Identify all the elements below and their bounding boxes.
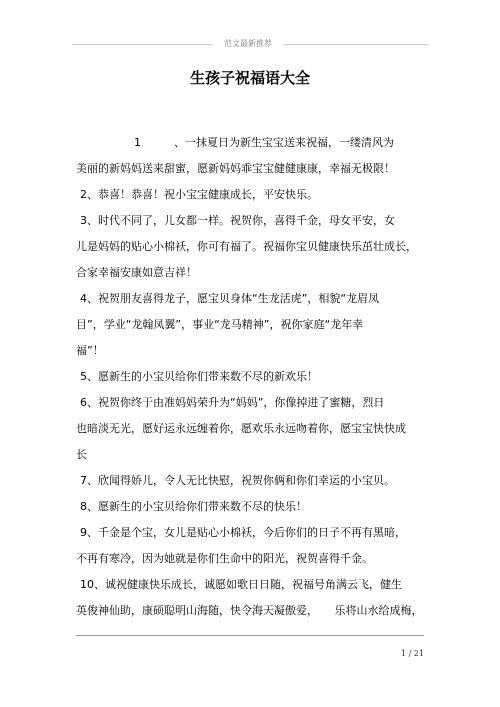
body-line: 4、祝贺朋友喜得龙子，愿宝贝身体“生龙活虎”，相貌“龙眉凤	[80, 292, 380, 305]
document-body	[76, 130, 426, 624]
body-line: 3、时代不同了，儿女都一样。祝贺你，喜得千金，母女平安，女	[80, 214, 395, 227]
body-line: 8、愿新生的小宝贝给你们带来数不尽的快乐！	[80, 500, 307, 513]
body-line: 目”，学业“龙翰凤翼”，事业“龙马精神”，祝你家庭“龙年幸	[76, 318, 364, 331]
body-line: 2、恭喜！恭喜！祝小宝宝健康成长，平安快乐。	[80, 188, 318, 201]
page-number: 1 / 21	[400, 649, 424, 658]
body-line: 9、千金是个宝，女儿是贴心小棉袄，今后你们的日子不再有黑暗，	[80, 526, 406, 539]
body-line: 美丽的新妈妈送来甜蜜，愿新妈妈乖宝宝健健康康，幸福无极限！	[76, 162, 395, 175]
body-line: 1 、一抹夏日为新生宝宝送来祝福，一缕清风为	[134, 136, 394, 149]
header-rule-right	[284, 44, 428, 45]
body-line: 儿是妈妈的贴心小棉袄，你可有福了。祝福你宝贝健康快乐茁壮成长，	[76, 240, 417, 253]
body-line: 合家幸福安康如意吉祥！	[76, 266, 197, 279]
body-line: 长	[76, 448, 87, 461]
body-line: 7、欣闻得娇儿，令人无比快慰，祝贺你俩和你们幸运的小宝贝。	[80, 474, 395, 487]
page-footer	[76, 635, 424, 658]
header-rule-left	[72, 44, 212, 45]
footer-rule	[76, 635, 424, 636]
body-line: 英俊神仙助，康硕聪明山海随，快令海天凝傲爱， 乐将山水给成梅，	[76, 604, 423, 617]
body-line: 10、诚祝健康快乐成长，诚愿如歌日日随，祝福号角满云飞，健生	[80, 578, 402, 591]
body-line: 也暗淡无光，愿好运永远缠着你，愿欢乐永远吻着你，愿宝宝快快成	[76, 422, 406, 435]
body-line: 5、愿新生的小宝贝给你们带来数不尽的新欢乐！	[80, 370, 318, 383]
body-line: 不再有寒冷，因为她就是你们生命中的阳光，祝贺喜得千金。	[76, 552, 373, 565]
body-line: 6、祝贺你终于由准妈妈荣升为“妈妈”，你像掉进了蜜糖，烈日	[80, 396, 385, 409]
body-line: 福”！	[76, 344, 104, 357]
running-header	[0, 38, 500, 50]
header-text: 范文最新推荐	[224, 39, 272, 48]
document-title: 生孩子祝福语大全	[189, 69, 310, 87]
